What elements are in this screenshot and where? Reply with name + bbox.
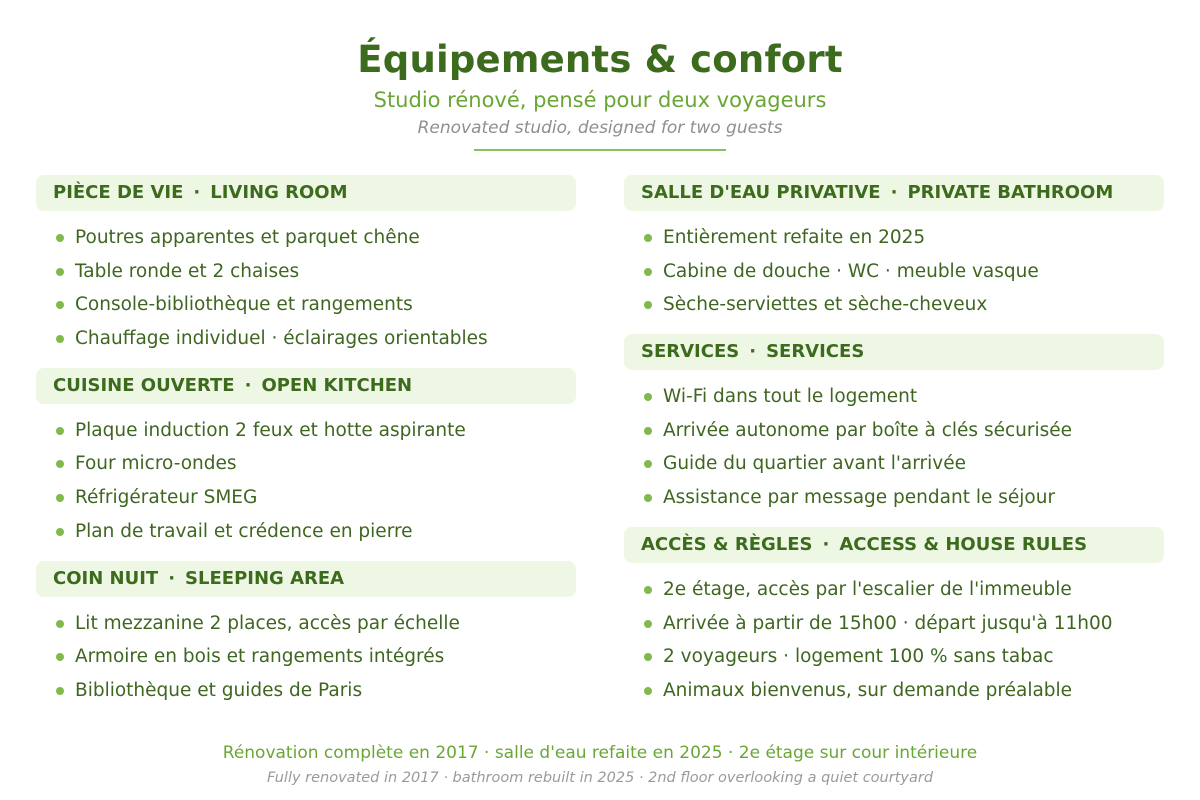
bullet-dot-icon [56, 268, 64, 276]
section-title-english: ACCESS & HOUSE RULES [839, 533, 1088, 555]
bullet-dot-icon [644, 460, 652, 468]
list-item [624, 481, 1164, 515]
title-separator: · [168, 567, 176, 589]
bullet-dot-icon [644, 234, 652, 242]
section-title-english: SERVICES [766, 341, 865, 363]
amenity-list [624, 380, 1164, 515]
section-header [624, 334, 1164, 370]
list-item-text: Sèche-serviettes et sèche-cheveux [663, 294, 988, 316]
title-separator: · [822, 533, 830, 555]
list-item-text: Arrivée autonome par boîte à clés sécurisée [663, 419, 1073, 441]
bullet-dot-icon [56, 335, 64, 343]
list-item [624, 674, 1164, 708]
page-title: Équipements & confort [357, 38, 843, 81]
list-item [624, 447, 1164, 481]
list-item-text: Chauffage individuel · éclairages orientables [75, 328, 488, 350]
list-item [624, 221, 1164, 255]
bullet-dot-icon [644, 494, 652, 502]
list-item-text: Poutres apparentes et parquet chêne [75, 227, 420, 248]
bullet-dot-icon [56, 687, 64, 695]
list-item [36, 447, 576, 481]
list-item-text: Cabine de douche · WC · meuble vasque [663, 260, 1039, 282]
section-title-french: CUISINE OUVERTE [53, 374, 235, 396]
section-title-english: LIVING ROOM [210, 182, 348, 203]
section-title-english: PRIVATE BATHROOM [907, 182, 1114, 203]
amenity-list [624, 221, 1164, 322]
section-title-english: OPEN KITCHEN [261, 374, 413, 396]
list-item [624, 380, 1164, 414]
list-item [624, 640, 1164, 674]
section-header [624, 527, 1164, 563]
list-item [36, 288, 576, 322]
list-item [36, 481, 576, 515]
section-header [36, 561, 576, 597]
amenity-section [36, 561, 576, 708]
section-title-english: SLEEPING AREA [185, 567, 345, 589]
amenity-list [36, 414, 576, 549]
bullet-dot-icon [644, 653, 652, 661]
section-header [624, 175, 1164, 211]
left-column [36, 175, 576, 720]
list-item-text: Assistance par message pendant le séjour [663, 487, 1056, 509]
section-title-french: COIN NUIT [53, 567, 159, 589]
bullet-dot-icon [644, 427, 652, 435]
list-item [36, 515, 576, 549]
bullet-dot-icon [644, 620, 652, 628]
list-item [36, 674, 576, 708]
title-separator: · [193, 182, 201, 203]
list-item-text: Four micro-ondes [75, 453, 237, 475]
list-item [36, 322, 576, 356]
title-separator: · [244, 374, 252, 396]
list-item [36, 255, 576, 289]
list-item-text: Réfrigérateur SMEG [75, 487, 258, 509]
amenity-section [624, 334, 1164, 515]
title-separator: · [749, 341, 757, 363]
amenity-list [36, 221, 576, 356]
footer-note-french: Rénovation complète en 2017 · salle d'eau refaite en 2025 · 2e étage sur cour intérieure [222, 743, 978, 763]
list-item-text: 2e étage, accès par l'escalier de l'immeuble [663, 578, 1072, 600]
bullet-dot-icon [644, 586, 652, 594]
page-subtitle: Studio rénové, pensé pour deux voyageurs [373, 88, 827, 112]
amenity-list [36, 607, 576, 708]
list-item-text: Guide du quartier avant l'arrivée [663, 453, 967, 475]
section-header [36, 175, 576, 211]
bullet-dot-icon [56, 234, 64, 242]
header-divider [474, 149, 726, 151]
section-title-french: SALLE D'EAU PRIVATIVE [641, 182, 881, 203]
amenity-section [36, 175, 576, 356]
list-item-text: Animaux bienvenus, sur demande préalable [663, 679, 1073, 701]
bullet-dot-icon [56, 620, 64, 628]
list-item [624, 255, 1164, 289]
list-item-text: Plan de travail et crédence en pierre [75, 520, 413, 542]
amenity-list [624, 573, 1164, 708]
list-item-text: Wi-Fi dans tout le logement [663, 386, 918, 408]
title-separator: · [890, 182, 898, 203]
bullet-dot-icon [644, 301, 652, 309]
list-item [624, 607, 1164, 641]
bullet-dot-icon [56, 460, 64, 468]
bullet-dot-icon [56, 653, 64, 661]
list-item-text: Console-bibliothèque et rangements [75, 294, 413, 316]
list-item [36, 640, 576, 674]
list-item [624, 288, 1164, 322]
list-item-text: Bibliothèque et guides de Paris [75, 679, 363, 701]
section-title-french: SERVICES [641, 341, 740, 363]
right-column [624, 175, 1164, 720]
section-header [36, 368, 576, 404]
list-item-text: 2 voyageurs · logement 100 % sans tabac [663, 646, 1054, 668]
list-item-text: Lit mezzanine 2 places, accès par échelle [75, 612, 460, 634]
list-item-text: Entièrement refaite en 2025 [663, 227, 926, 248]
bullet-dot-icon [644, 393, 652, 401]
list-item [624, 414, 1164, 448]
list-item [624, 573, 1164, 607]
section-title-french: PIÈCE DE VIE [53, 182, 184, 203]
bullet-dot-icon [56, 528, 64, 536]
amenity-section [36, 368, 576, 549]
section-title-french: ACCÈS & RÈGLES [641, 533, 813, 555]
list-item-text: Table ronde et 2 chaises [75, 260, 300, 282]
list-item [36, 414, 576, 448]
list-item-text: Armoire en bois et rangements intégrés [75, 646, 445, 668]
bullet-dot-icon [644, 687, 652, 695]
list-item [36, 607, 576, 641]
list-item [36, 221, 576, 255]
bullet-dot-icon [644, 268, 652, 276]
amenity-section [624, 527, 1164, 708]
list-item-text: Arrivée à partir de 15h00 · départ jusqu'à 11h00 [663, 612, 1113, 634]
amenity-section [624, 175, 1164, 322]
bullet-dot-icon [56, 427, 64, 435]
page-subtitle-english: Renovated studio, designed for two guests [417, 118, 783, 138]
bullet-dot-icon [56, 301, 64, 309]
bullet-dot-icon [56, 494, 64, 502]
list-item-text: Plaque induction 2 feux et hotte aspirante [75, 419, 466, 441]
footer-note-english: Fully renovated in 2017 · bathroom rebuilt in 2025 · 2nd floor overlooking a quiet courtyard [266, 770, 934, 786]
